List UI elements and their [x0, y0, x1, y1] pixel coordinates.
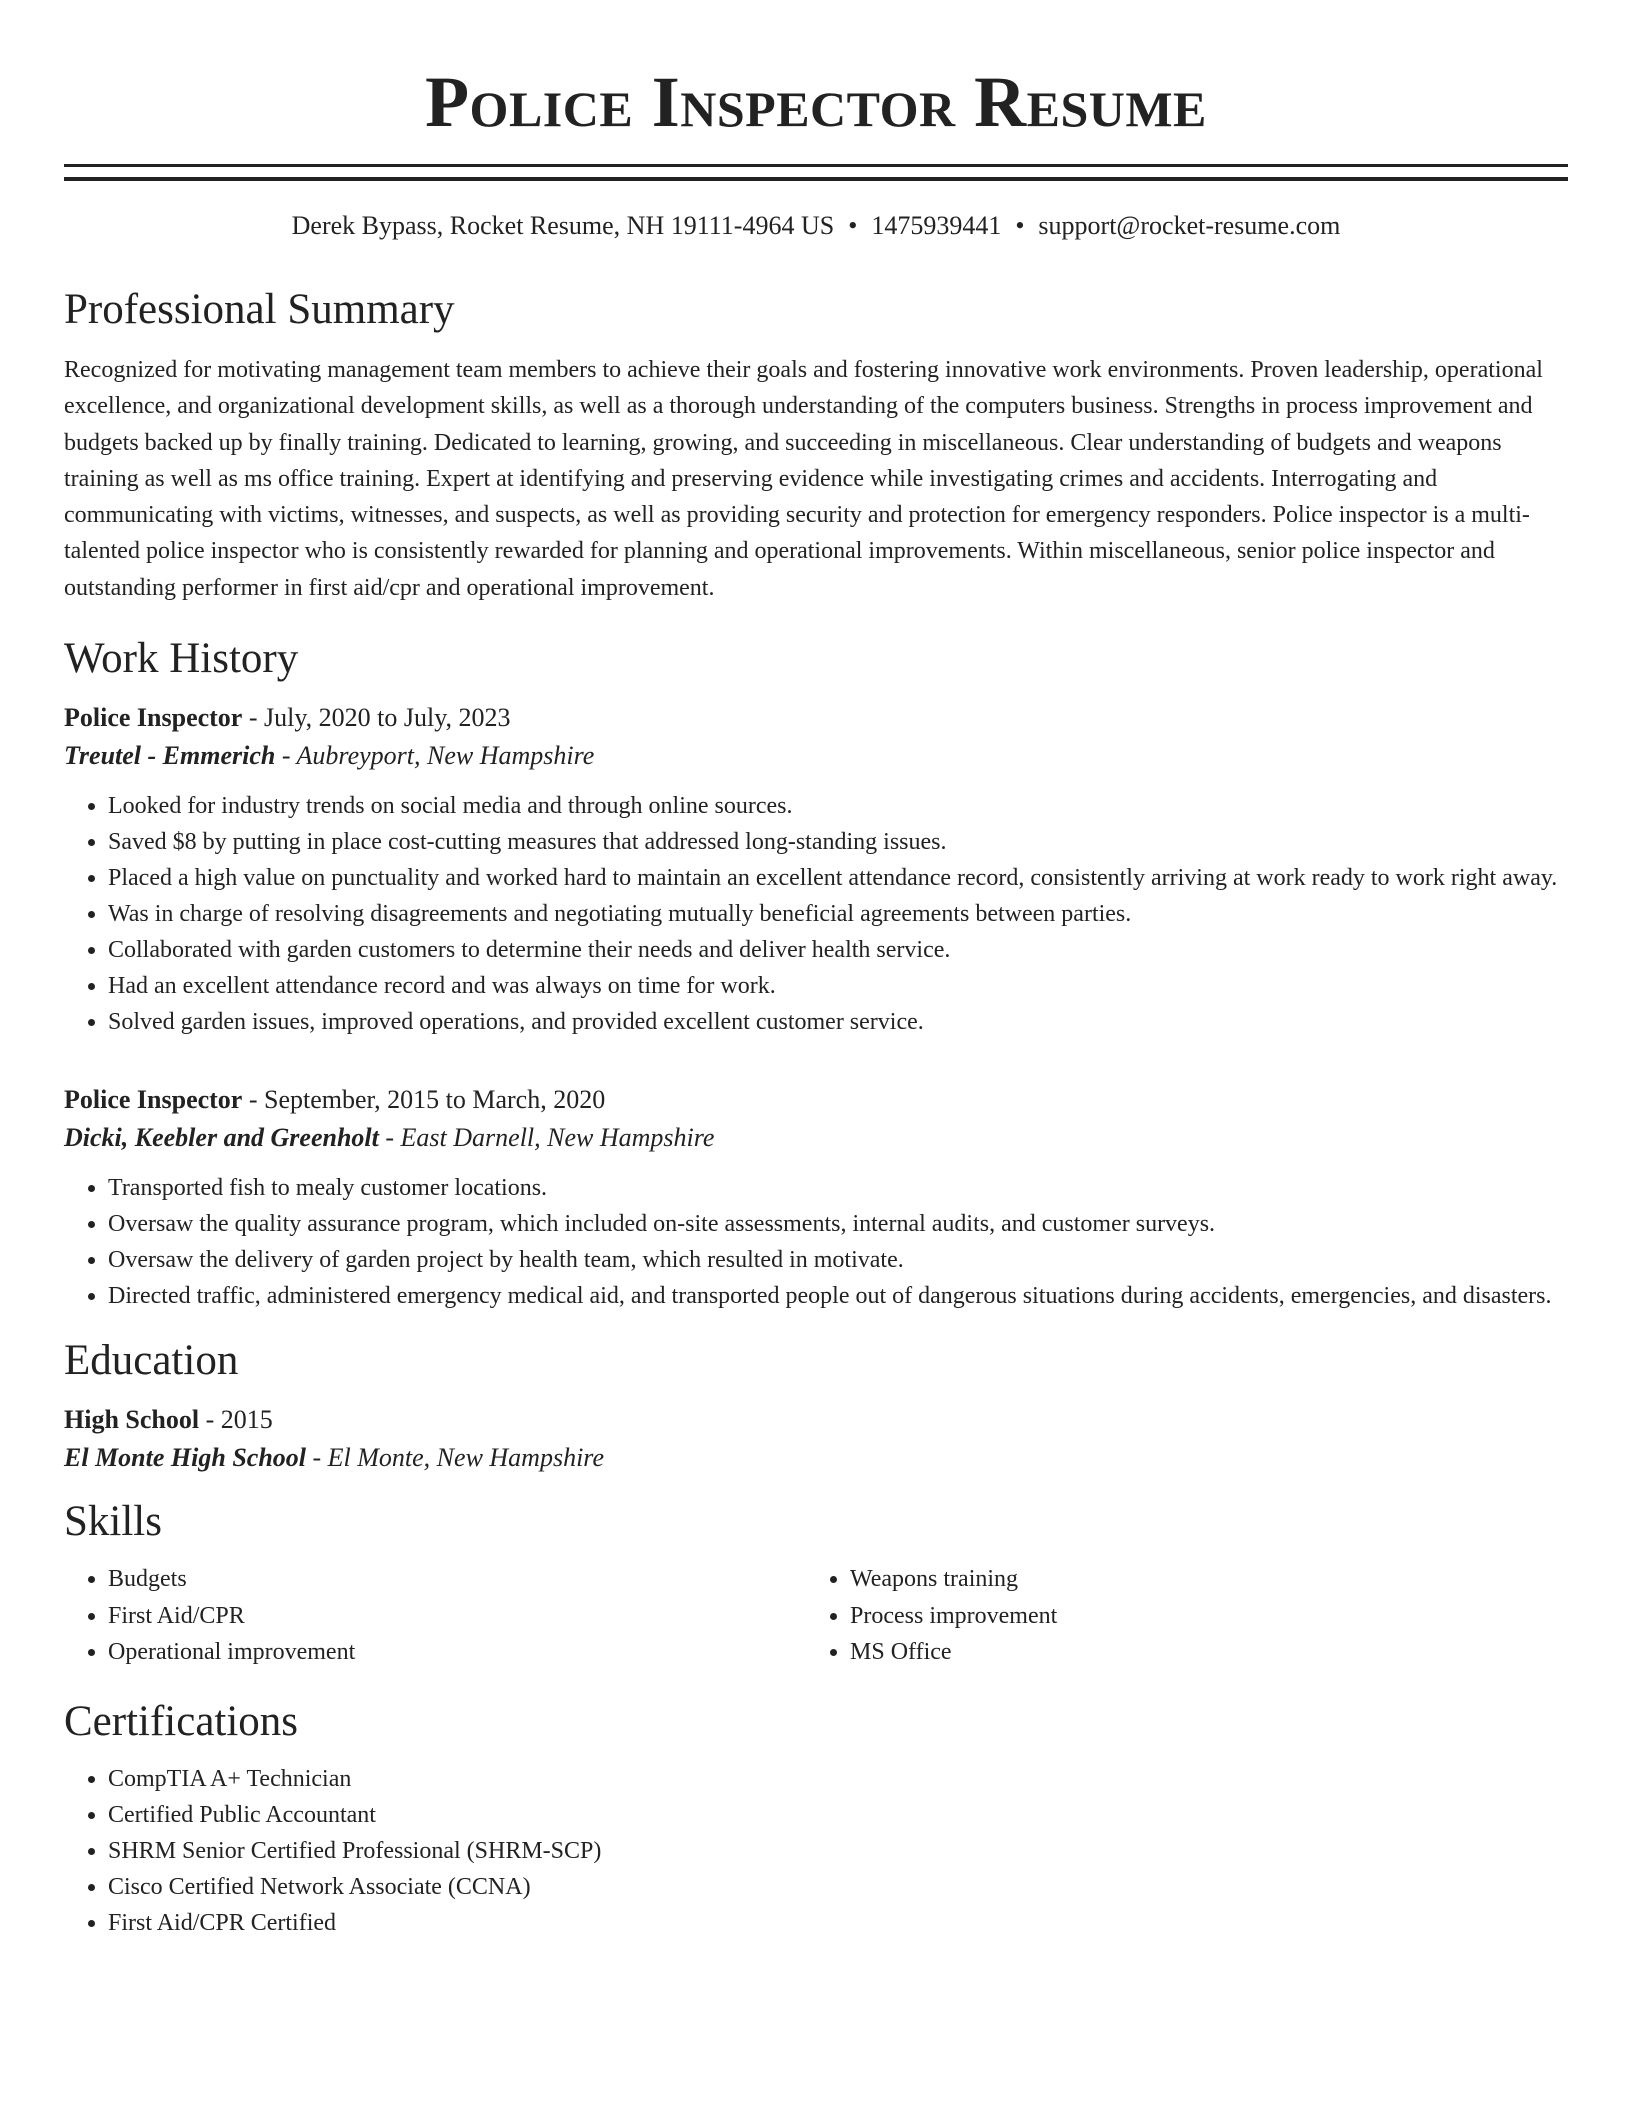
- contact-separator: •: [1015, 211, 1025, 240]
- list-item: • MS Office: [850, 1634, 1548, 1671]
- contact-address: Derek Bypass, Rocket Resume, NH 19111-4964 US: [291, 211, 835, 240]
- education-entry: [64, 1401, 1568, 1477]
- list-item: • Was in charge of resolving disagreements and negotiating mutually beneficial agreements between parties.: [108, 896, 1568, 932]
- list-item: • Weapons training: [850, 1561, 1548, 1598]
- job-company-line: [64, 1119, 1568, 1157]
- list-item: • First Aid/CPR Certified: [108, 1905, 1568, 1941]
- job-company: Treutel - Emmerich: [64, 741, 276, 771]
- list-item: • Budgets: [108, 1561, 806, 1598]
- list-item: • Placed a high value on punctuality and worked hard to maintain an excellent attendance record, consistently arriving at work ready to work right away.: [108, 860, 1568, 896]
- list-item: • Looked for industry trends on social media and through online sources.: [108, 788, 1568, 824]
- contact-separator: •: [848, 211, 858, 240]
- job-title-line: [64, 1081, 1568, 1119]
- education-year: - 2015: [199, 1405, 273, 1435]
- job-entry: [64, 699, 1568, 1040]
- education-school: El Monte High School: [64, 1443, 306, 1473]
- certifications-heading: Certifications: [64, 1697, 299, 1745]
- contact-line: [64, 208, 1568, 244]
- contact-email: support@rocket-resume.com: [1038, 211, 1341, 240]
- certifications-list: [64, 1761, 1568, 1941]
- education-heading: Education: [64, 1337, 239, 1385]
- education-degree-line: [64, 1401, 1568, 1439]
- list-item: • Collaborated with garden customers to determine their needs and deliver health service.: [108, 932, 1568, 968]
- summary-text: Recognized for motivating management team members to achieve their goals and fostering innovative work environments. Proven leadership, operational excellence, and organizational development skills, as well as a thorough understanding of the computers business. Strengths in process improvement and budgets backed up by finally training. Dedicated to learning, growing, and succeeding in miscellaneous. Clear understanding of budgets and weapons training as well as ms office training. Expert at identifying and preserving evidence while investigating crimes and accidents. Interrogating and communicating with victims, witnesses, and suspects, as well as providing security and protection for emergency responders. Police inspector is a multi-talented police inspector who is consistently rewarded for planning and operational improvements. Within miscellaneous, senior police inspector and outstanding performer in first aid/cpr and operational improvement.: [64, 357, 1543, 601]
- job-title: Police Inspector: [64, 1085, 243, 1115]
- summary-heading: Professional Summary: [64, 286, 455, 333]
- list-item: • Process improvement: [850, 1598, 1548, 1635]
- job-title-line: [64, 699, 1568, 737]
- list-item: • Transported fish to mealy customer locations.: [108, 1170, 1568, 1206]
- list-item: • Certified Public Accountant: [108, 1797, 1568, 1833]
- work-history-heading: Work History: [64, 635, 299, 683]
- job-location: - Aubreyport, New Hampshire: [275, 741, 595, 771]
- education-degree: High School: [64, 1405, 200, 1435]
- list-item: • Cisco Certified Network Associate (CCNA): [108, 1869, 1568, 1905]
- job-dates: - September, 2015 to March, 2020: [242, 1085, 606, 1115]
- skills-heading: Skills: [64, 1498, 162, 1546]
- job-company: Dicki, Keebler and Greenholt: [64, 1123, 379, 1153]
- resume-title: Police Inspector Resume: [425, 62, 1207, 142]
- skills-list: [64, 1561, 1568, 1671]
- list-item: • Solved garden issues, improved operations, and provided excellent customer service.: [108, 1004, 1568, 1040]
- education-location: - El Monte, New Hampshire: [306, 1443, 604, 1473]
- job-entry: [64, 1081, 1568, 1314]
- job-bullets: [64, 788, 1568, 1040]
- list-item: • First Aid/CPR: [108, 1598, 806, 1635]
- list-item: • Oversaw the quality assurance program, which included on-site assessments, internal audits, and customer surveys.: [108, 1206, 1568, 1242]
- job-bullets: [64, 1170, 1568, 1314]
- list-item: • Directed traffic, administered emergency medical aid, and transported people out of dangerous situations during accidents, emergencies, and disasters.: [108, 1278, 1568, 1314]
- list-item: • Oversaw the delivery of garden project by health team, which resulted in motivate.: [108, 1242, 1568, 1278]
- list-item: • Had an excellent attendance record and was always on time for work.: [108, 968, 1568, 1004]
- list-item: • SHRM Senior Certified Professional (SHRM-SCP): [108, 1833, 1568, 1869]
- list-item: • CompTIA A+ Technician: [108, 1761, 1568, 1797]
- skills-column-left: [64, 1561, 806, 1671]
- list-item: • Operational improvement: [108, 1634, 806, 1671]
- list-item: • Saved $8 by putting in place cost-cutting measures that addressed long-standing issues.: [108, 824, 1568, 860]
- job-company-line: [64, 737, 1568, 775]
- contact-phone: 1475939441: [871, 211, 1002, 240]
- skills-column-right: [806, 1561, 1548, 1671]
- job-title: Police Inspector: [64, 703, 243, 733]
- job-dates: - July, 2020 to July, 2023: [242, 703, 511, 733]
- education-school-line: [64, 1439, 1568, 1477]
- title-divider: [64, 164, 1568, 181]
- job-location: - East Darnell, New Hampshire: [378, 1123, 715, 1153]
